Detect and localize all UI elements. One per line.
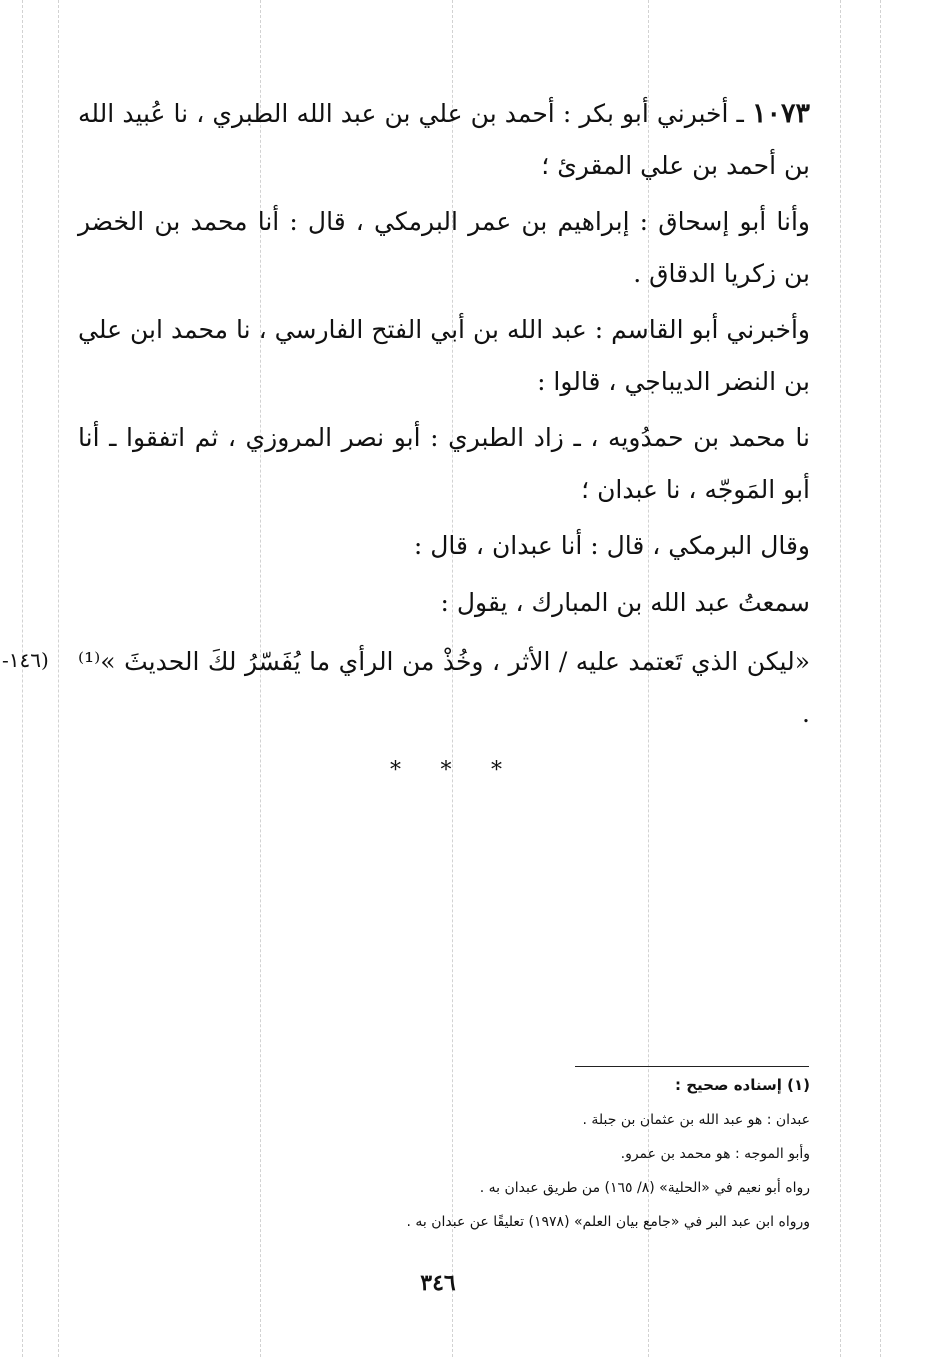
footnote-line: وأبو الموجه : هو محمد بن عمرو. xyxy=(620,1146,810,1162)
hadith-number: ١٠٧٣ xyxy=(751,98,810,129)
scan-grid-line xyxy=(880,0,881,1357)
section-separator xyxy=(390,758,502,783)
paragraph-text: وقال البرمكي ، قال : أنا عبدان ، قال : xyxy=(413,531,810,560)
separator-star: * xyxy=(390,758,401,783)
isnad-paragraph xyxy=(78,577,810,629)
margin-page-reference: (١٤٦- xyxy=(2,648,49,672)
scan-grid-line xyxy=(840,0,841,1357)
separator-star: * xyxy=(491,758,502,783)
isnad-paragraph xyxy=(78,196,810,300)
footnote-line: رواه أبو نعيم في «الحلية» (٨/ ١٦٥) من طريق عبدان به . xyxy=(479,1180,810,1196)
paragraph-text: نا محمد بن حمدُويه ، ـ زاد الطبري : أبو نصر المروزي ، ثم اتفقوا ـ أنا أبو المَوجّه ، نا عبدان ؛ xyxy=(78,423,810,504)
page-number: ٣٤٦ xyxy=(420,1270,456,1296)
paragraph-text: ـ أخبرني أبو بكر : أحمد بن علي بن عبد الله الطبري ، نا عُبيد الله بن أحمد بن علي المقرئ ؛ xyxy=(78,99,810,180)
paragraph-text: سمعتُ عبد الله بن المبارك ، يقول : xyxy=(440,588,810,617)
footnote-divider xyxy=(575,1066,809,1067)
footnote-line: ورواه ابن عبد البر في «جامع بيان العلم» (١٩٧٨) تعليقًا عن عبدان به . xyxy=(406,1214,810,1230)
paragraph-text: وأنا أبو إسحاق : إبراهيم بن عمر البرمكي ، قال : أنا محمد بن الخضر بن زكريا الدقاق . xyxy=(78,207,810,288)
paragraph-text: وأخبرني أبو القاسم : عبد الله بن أبي الفتح الفارسي ، نا محمد ابن علي بن النضر الديباجي ، قالوا : xyxy=(78,315,810,396)
scan-grid-line xyxy=(58,0,59,1357)
separator-star: * xyxy=(440,758,452,783)
footnote-heading: (١) إسناده صحيح : xyxy=(675,1076,810,1094)
matn-paragraph xyxy=(78,636,810,740)
isnad-paragraph xyxy=(78,520,810,572)
hadith-paragraph xyxy=(78,88,810,192)
isnad-paragraph xyxy=(78,412,810,516)
paragraph-text: «ليكن الذي تَعتمد عليه / الأثر ، وخُذْ من الرأي ما يُفَسّرُ لكَ الحديثَ »⁽¹⁾ . xyxy=(78,647,810,728)
footnote-line: عبدان : هو عبد الله بن عثمان بن جبلة . xyxy=(582,1112,810,1128)
isnad-paragraph xyxy=(78,304,810,408)
